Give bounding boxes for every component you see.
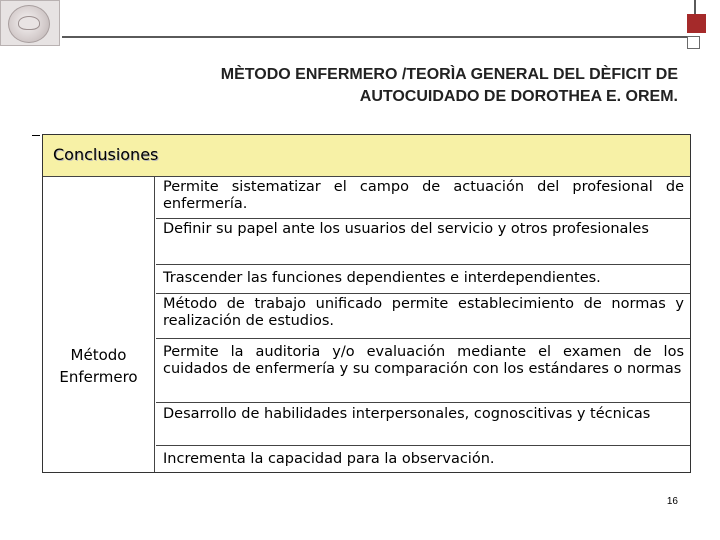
table-row: Definir su papel ante los usuarios del servicio y otros profesionales <box>156 219 690 265</box>
conclusions-table <box>42 134 691 473</box>
table-row: Método de trabajo unificado permite establecimiento de normas y realización de estudios. <box>156 294 690 339</box>
conclusions-header <box>43 135 690 177</box>
dash-mark <box>32 135 40 136</box>
outline-square-decoration <box>687 36 700 49</box>
header-rule <box>62 36 687 38</box>
corner-rule <box>694 0 696 14</box>
category-label <box>43 344 154 388</box>
red-square-decoration <box>687 14 706 33</box>
slide-title-line-2: AUTOCUIDADO DE DOROTHEA E. OREM. <box>359 88 678 105</box>
table-row: Incrementa la capacidad para la observación. <box>163 451 495 467</box>
seal-icon <box>8 5 50 43</box>
slide-title <box>150 64 678 108</box>
table-row: Desarrollo de habilidades interpersonales, cognoscitivas y técnicas <box>156 403 690 446</box>
category-label-line-2: Enfermero <box>59 368 138 386</box>
category-label-line-1: Método <box>70 346 127 364</box>
page-number: 16 <box>666 496 678 507</box>
institution-logo <box>0 0 60 46</box>
table-row: Trascender las funciones dependientes e interdependientes. <box>156 265 690 294</box>
slide-title-line-1: MÈTODO ENFERMERO /TEORÌA GENERAL DEL DÈFICIT DE <box>220 66 678 83</box>
table-row: Permite la auditoria y/o evaluación mediante el examen de los cuidados de enfermería y su comparación con los estándares o normas <box>156 339 690 403</box>
conclusions-title: Conclusiones <box>53 145 159 164</box>
category-cell <box>43 177 155 472</box>
table-row: Permite sistematizar el campo de actuación del profesional de enfermería. <box>156 177 690 219</box>
